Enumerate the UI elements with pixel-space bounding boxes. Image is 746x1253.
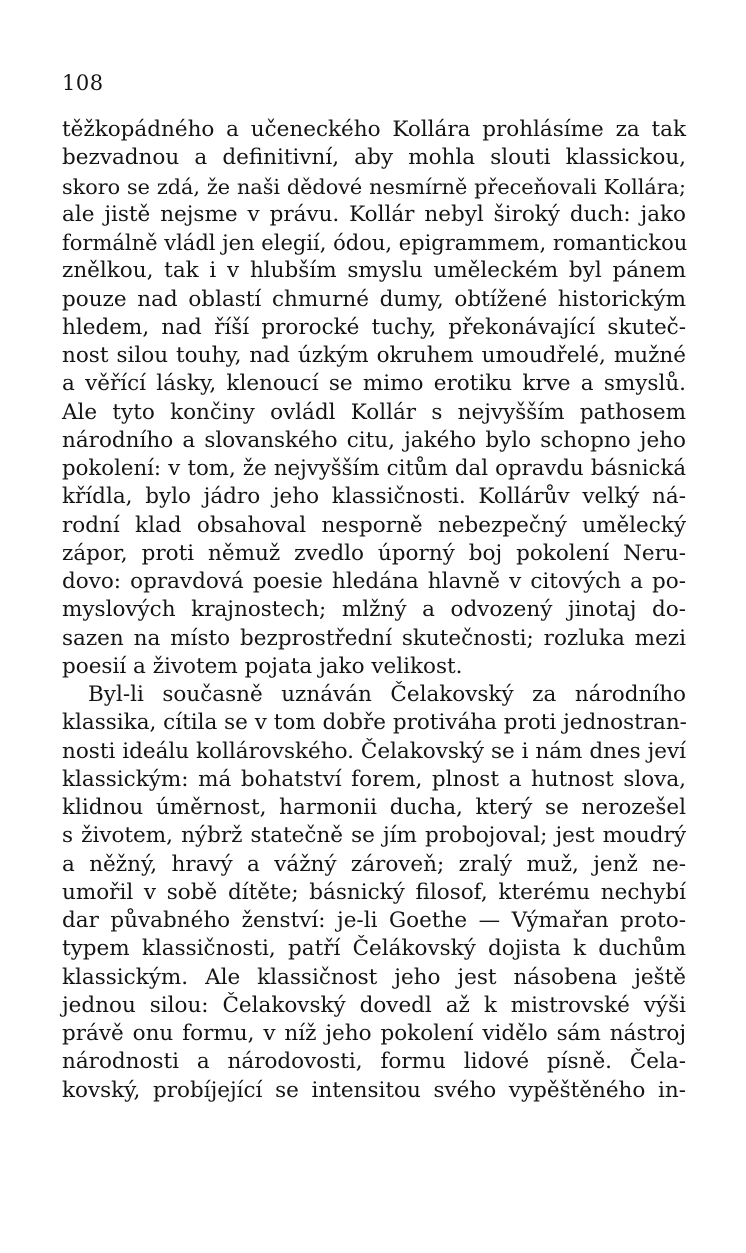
- text-line: sazen na místo bezprostřední skutečnosti; rozluka mezi: [62, 625, 686, 651]
- text-line: právě onu formu, v níž jeho pokolení vidělo sám nástroj: [62, 1021, 686, 1046]
- text-line: hledem, nad říší prorocké tuchy, překonávající skuteč-: [62, 314, 686, 340]
- text-line: formálně vládl jen elegií, ódou, epigrammem, romantickou: [62, 231, 688, 255]
- text-line: kovský, probíjející se intensitou svého vypěštěného in-: [62, 1077, 686, 1103]
- text-line: typem klassičnosti, patří Čelákovský dojista k duchům: [62, 936, 686, 962]
- text-line: klassickým. Ale klassičnost jeho jest násobena ještě: [62, 964, 686, 990]
- text-line: národnosti a národovosti, formu lidové písně. Čela-: [62, 1049, 686, 1075]
- text-line: nost silou touhy, nad úzkým okruhem umoudřelé, mužné: [62, 343, 686, 368]
- text-line: klassika, cítila se v tom dobře protiváha proti jednostran-: [62, 710, 687, 736]
- body-text: [62, 116, 686, 1105]
- text-line: pouze nad oblastí chmurné dumy, obtížené historickým: [62, 286, 686, 312]
- text-line: klidnou úměrnost, harmonii ducha, který se nerozešel: [62, 795, 686, 820]
- text-line: jednou silou: Čelakovský dovedl až k mistrovské výši: [62, 992, 686, 1018]
- paragraph-last-line: poesií a životem pojata jako velikost.: [62, 653, 463, 679]
- text-line: rodní klad obsahoval nesporně nebezpečný umělecký: [62, 512, 686, 538]
- text-line: myslových krajnostech; mlžný a odvozený jinotaj do-: [62, 597, 686, 623]
- text-line: pokolení: v tom, že nejvyšším citům dal opravdu básnická: [62, 456, 686, 481]
- text-line: s životem, nýbrž statečně se jím probojoval; jest moudrý: [62, 823, 686, 849]
- text-line: umořil v sobě dítěte; básnický filosof, kterému nechybí: [62, 879, 686, 905]
- text-line: zápor, proti němuž zvedlo úporný boj pokolení Neru-: [62, 540, 686, 566]
- text-line: národního a slovanského citu, jakého bylo schopno jeho: [62, 427, 686, 453]
- text-line: a něžný, hravý a vážný zároveň; zralý muž, jenž ne-: [62, 851, 686, 877]
- text-line: nosti ideálu kollárovského. Čelakovský se i nám dnes jeví: [62, 738, 686, 764]
- text-line: Ale tyto končiny ovládl Kollár s nejvyšším pathosem: [62, 399, 686, 425]
- paragraph-first-line: Byl-li současně uznáván Čelakovský za národního: [88, 682, 686, 707]
- text-line: znělkou, tak i v hlubším smyslu uměleckém byl pánem: [62, 258, 686, 284]
- text-line: a věřící lásky, klenoucí se mimo erotiku krve a smyslů.: [62, 371, 686, 397]
- text-line: skoro se zdá, že naši dědové nesmírně přeceňovali Kollára;: [62, 174, 686, 199]
- text-line: křídla, bylo jádro jeho klassičnosti. Kollárův velký ná-: [62, 484, 686, 510]
- text-line: dar půvabného ženství: je-li Goethe — Výmařan proto-: [62, 908, 686, 933]
- page-number: 108: [62, 71, 104, 95]
- text-line: těžkopádného a učeneckého Kollára prohlásíme za tak: [62, 117, 686, 142]
- text-line: klassickým: má bohatství forem, plnost a hutnost slova,: [62, 766, 686, 792]
- text-line: bezvadnou a definitivní, aby mohla slouti klassickou,: [62, 145, 686, 171]
- text-line: ale jistě nejsme v právu. Kollár nebyl široký duch: jako: [62, 201, 686, 227]
- text-line: dovo: opravdová poesie hledána hlavně v citových a po-: [62, 569, 686, 594]
